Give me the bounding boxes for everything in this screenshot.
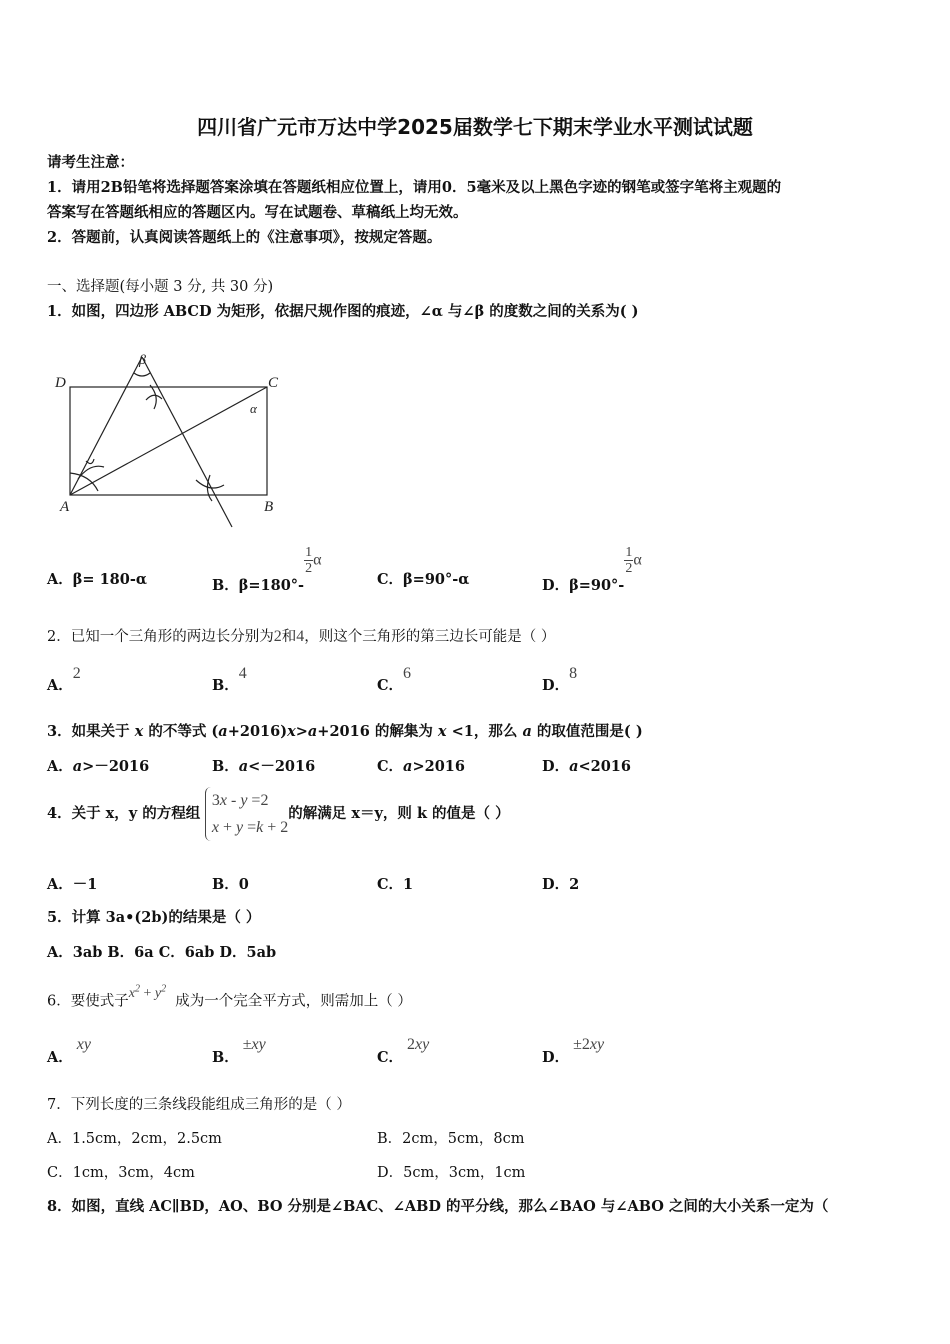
option-text: β= 180-α — [72, 571, 148, 588]
perpendicular-bisector-line — [142, 357, 232, 527]
option-label: D． — [542, 576, 570, 594]
angle-arc-beta — [134, 373, 150, 376]
vertex-label-a: A — [60, 499, 70, 515]
q3-option-c[interactable]: C．a>2016 — [377, 758, 465, 775]
vertex-label-d: D — [55, 375, 66, 391]
question-8-stem: 8．如图，直线 AC∥BD，AO、BO 分别是∠BAC、∠ABD 的平分线，那么∠BAO 与∠ABO 之间的大小关系一定为（ — [47, 1198, 829, 1215]
alpha-symbol: α — [313, 551, 322, 569]
q6-option-d[interactable]: D．±2xy — [542, 1036, 605, 1066]
option-text: β=180°- — [238, 576, 305, 594]
page-title: 四川省广元市万达中学2025届数学七下期末学业水平测试试题 — [197, 115, 753, 139]
q7-option-d[interactable]: D．5cm，3cm，1cm — [377, 1165, 526, 1181]
question-2-stem: 2．已知一个三角形的两边长分别为2和4，则这个三角形的第三边长可能是（ ） — [47, 628, 556, 645]
fraction-half: $\frac{1}{2}$ — [305, 545, 313, 576]
q4-option-c[interactable]: C．1 — [377, 876, 414, 893]
q3-option-a[interactable]: A．a>－2016 — [47, 758, 150, 775]
option-label: A． — [47, 571, 73, 588]
q2-option-c[interactable]: C．6 — [377, 665, 412, 694]
option-label: C． — [377, 571, 404, 588]
q2-option-d[interactable]: D．8 — [542, 665, 578, 694]
alpha-symbol: α — [633, 551, 642, 569]
vertex-label-c: C — [268, 375, 279, 391]
q5-options[interactable]: A．3ab B．6a C．6ab D．5ab — [47, 944, 277, 961]
arc-mark-top2 — [150, 385, 156, 409]
question-5-stem: 5．计算 3a•(2b)的结果是（ ） — [47, 909, 261, 926]
line-a-beta — [70, 357, 142, 495]
q3-option-b[interactable]: B．a<－2016 — [212, 758, 316, 775]
diagonal-ac — [70, 387, 267, 495]
option-text: β=90°- — [569, 576, 625, 594]
q1-option-d[interactable] — [542, 545, 642, 594]
arc-mark-bottom — [196, 480, 224, 488]
notice-line-3: 2．答题前，认真阅读答题纸上的《注意事项》，按规定答题。 — [47, 229, 442, 246]
rectangle-construction-figure — [50, 345, 300, 530]
q3-option-d[interactable]: D．a<2016 — [542, 758, 631, 775]
q6-option-b[interactable]: B．±xy — [212, 1036, 266, 1066]
question-6-stem: 6．要使式子$x^2 + y^2$ 成为一个完全平方式，则需加上（ ） — [47, 983, 412, 1010]
q6-option-c[interactable]: C．2xy — [377, 1036, 430, 1066]
q6-option-a[interactable]: A．xy — [47, 1036, 91, 1066]
q4-option-b[interactable]: B．0 — [212, 876, 249, 893]
fraction-half: $\frac{1}{2}$ — [625, 545, 633, 576]
notice-line-2: 答案写在答题纸相应的答题区内。写在试题卷、草稿纸上均无效。 — [47, 204, 468, 221]
question-7-stem: 7．下列长度的三条线段能组成三角形的是（ ） — [47, 1097, 351, 1113]
q1-option-c[interactable] — [377, 570, 469, 590]
question-1-stem: 1．如图，四边形 ABCD 为矩形，依据尺规作图的痕迹，∠α 与∠β 的度数之间的关系为( ) — [47, 303, 639, 320]
q7-option-a[interactable]: A．1.5cm，2cm，2.5cm — [47, 1131, 222, 1147]
q4-option-a[interactable]: A．－1 — [47, 876, 98, 893]
q7-option-c[interactable]: C．1cm，3cm，4cm — [47, 1165, 195, 1181]
vertex-label-b: B — [264, 499, 274, 515]
question-3-stem: 3．如果关于 x 的不等式 (a+2016)x>a+2016 的解集为 x <1，那么 a 的取值范围是( ) — [47, 723, 643, 740]
option-text: β=90°-α — [403, 571, 470, 588]
arc-mark-top — [146, 395, 162, 400]
angle-label-beta: β — [139, 353, 146, 368]
question-4-stem: 4．关于 x，y 的方程组 3x - y =2 x + y =k + 2的解满足 x＝y，则 k 的值是（ ） — [47, 787, 510, 841]
section-heading: 一、选择题(每小题 3 分, 共 30 分) — [47, 279, 274, 295]
equation-system: 3x - y =2 x + y =k + 2 — [205, 787, 288, 841]
angle-label-alpha: α — [250, 401, 257, 416]
q1-option-a[interactable] — [47, 570, 147, 590]
notice-line-1: 1．请用2B铅笔将选择题答案涂填在答题纸相应位置上，请用0．5毫米及以上黑色字迹的钢笔或签字笔将主观题的 — [47, 179, 782, 196]
q2-option-b[interactable]: B．4 — [212, 665, 247, 694]
expression-x2-y2: $x^2 + y^2$ — [128, 983, 167, 1001]
q4-option-d[interactable]: D．2 — [542, 876, 580, 893]
q2-option-a[interactable]: A．2 — [47, 665, 81, 694]
notice-heading: 请考生注意： — [47, 154, 134, 171]
q1-option-b[interactable] — [212, 545, 322, 594]
q7-option-b[interactable]: B．2cm，5cm，8cm — [377, 1131, 525, 1147]
option-label: B． — [212, 576, 239, 594]
